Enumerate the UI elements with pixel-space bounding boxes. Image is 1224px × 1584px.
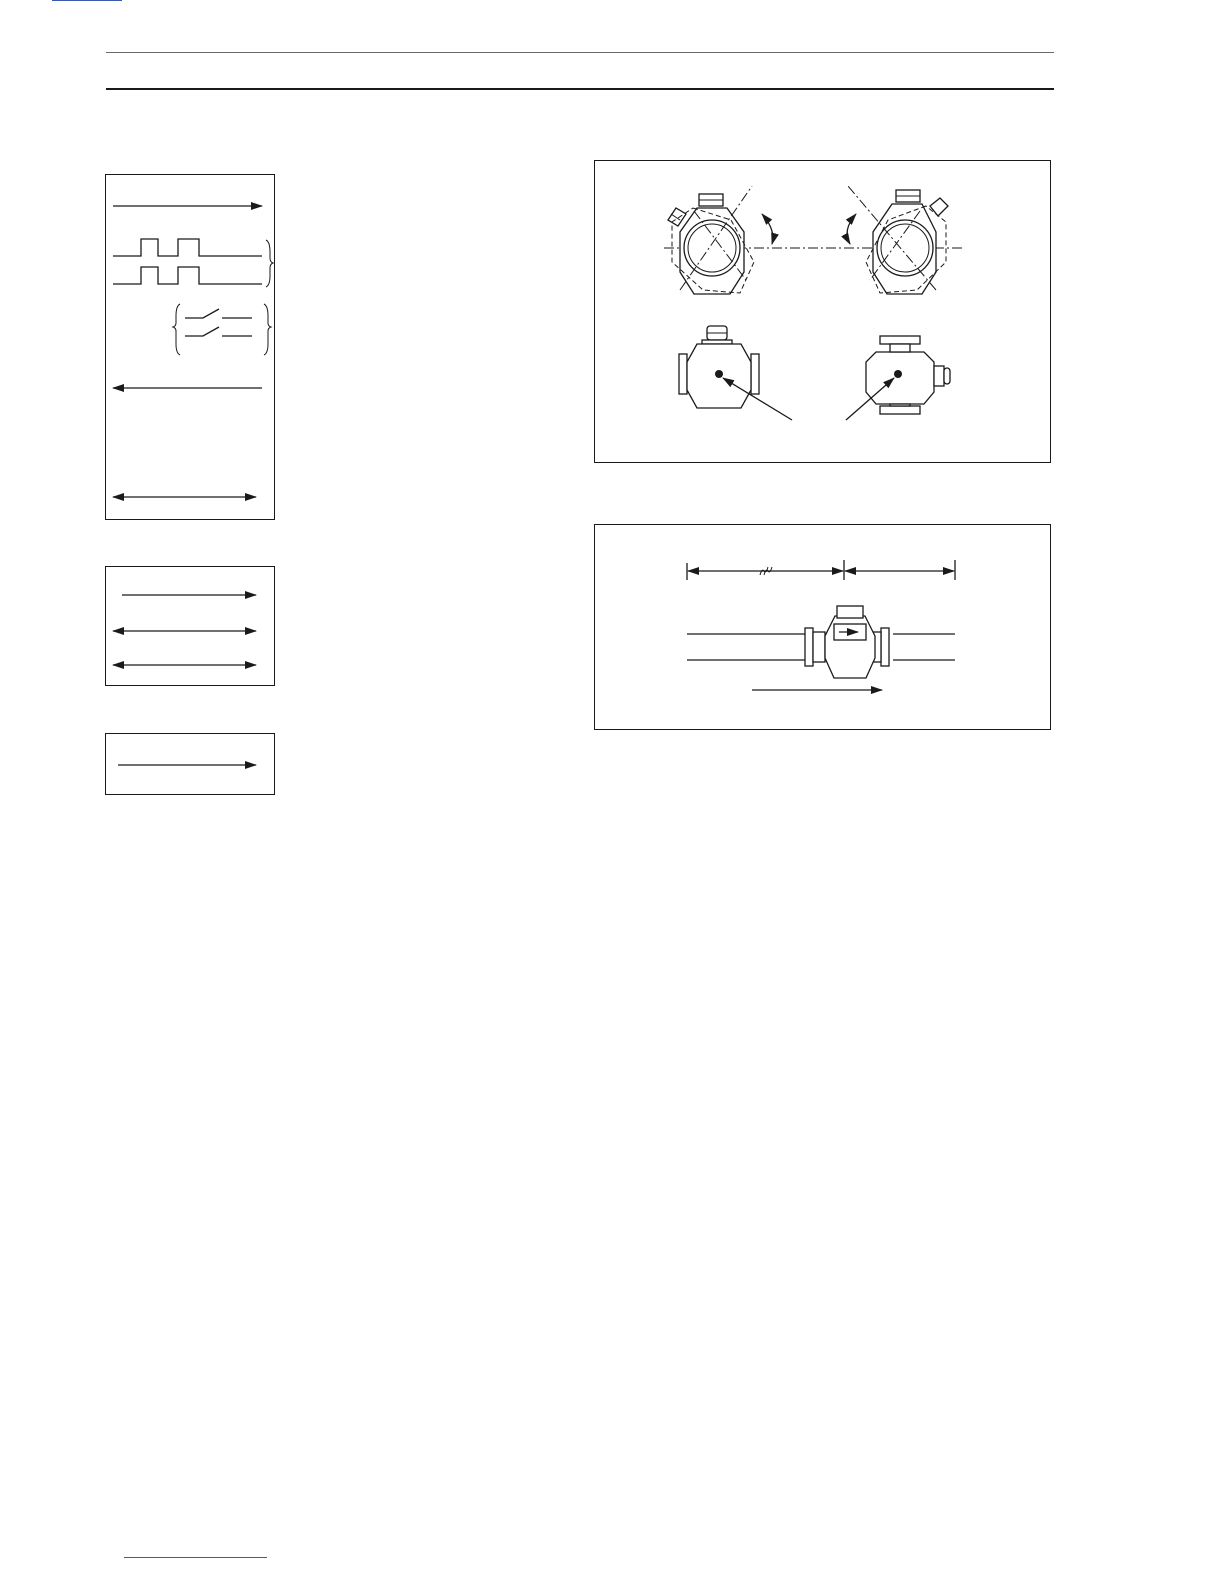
mounting-frame bbox=[595, 161, 1051, 463]
switch-contact-1 bbox=[185, 309, 252, 318]
side-view-vertical bbox=[846, 336, 950, 420]
flowmeter bbox=[805, 606, 889, 678]
switch-brace-left bbox=[173, 304, 180, 355]
switch-contact-2 bbox=[185, 327, 252, 336]
switch-brace-right bbox=[264, 304, 271, 355]
signal-diagram-frame bbox=[106, 175, 275, 520]
pulse-brace bbox=[266, 240, 273, 287]
comm-diagram-frame bbox=[106, 567, 275, 686]
pipe-frame bbox=[595, 525, 1051, 730]
side-view-horizontal bbox=[679, 326, 792, 420]
tilted-left-view bbox=[668, 186, 773, 294]
single-arrow-frame bbox=[106, 734, 275, 795]
downstream-dimension bbox=[844, 560, 955, 580]
pulse-signal-1 bbox=[113, 239, 262, 256]
pulse-signal-2 bbox=[113, 267, 262, 284]
upstream-dimension bbox=[687, 563, 843, 580]
tilted-right-view bbox=[847, 186, 948, 294]
